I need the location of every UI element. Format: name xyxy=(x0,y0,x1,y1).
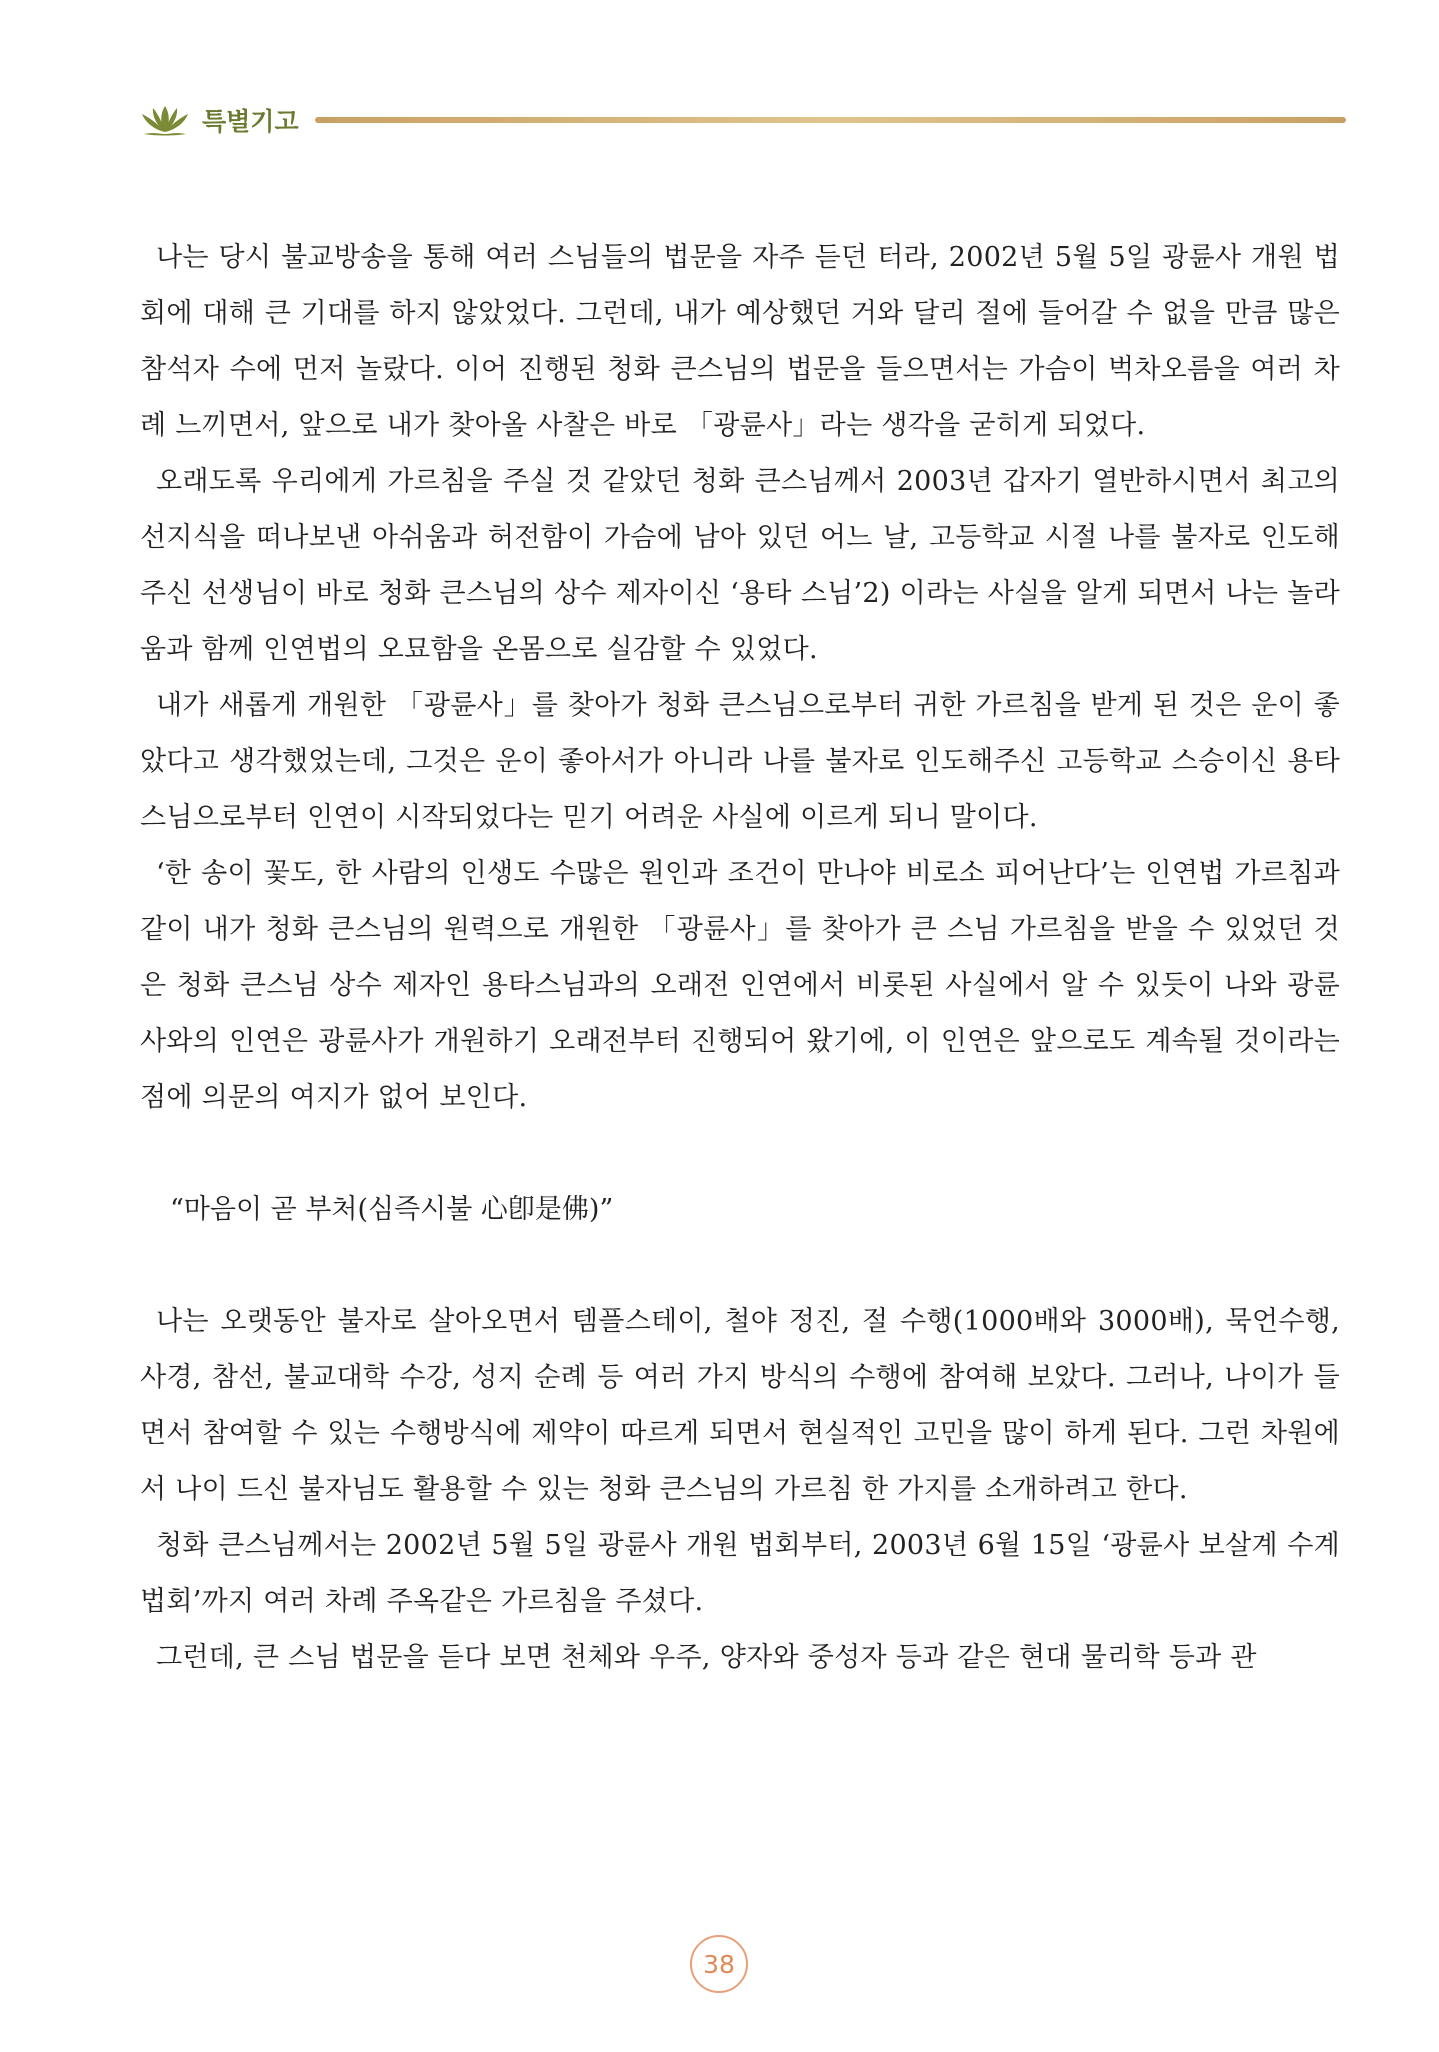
page-number: 38 xyxy=(690,1935,748,1993)
article-body xyxy=(140,230,1340,1686)
lotus-icon xyxy=(136,102,194,138)
paragraph: 오래도록 우리에게 가르침을 주실 것 같았던 청화 큰스님께서 2003년 갑자기 열반하시면서 최고의 선지식을 떠나보낸 아쉬움과 허전함이 가슴에 남아 있던 어느 날, 고등학교 시절 나를 불자로 인도해주신 선생님이 바로 청화 큰스님의 상수 제자이신 ‘용타 스님’2) 이라는 사실을 알게 되면서 나는 놀라움과 함께 인연법의 오묘함을 온몸으로 실감할 수 있었다. xyxy=(140,466,1340,665)
paragraph: 내가 새롭게 개원한 「광륜사」를 찾아가 청화 큰스님으로부터 귀한 가르침을 받게 된 것은 운이 좋았다고 생각했었는데, 그것은 운이 좋아서가 아니라 나를 불자로 인도해주신 고등학교 스승이신 용타 스님으로부터 인연이 시작되었다는 믿기 어려운 사실에 이르게 되니 말이다. xyxy=(140,690,1340,833)
section-title: 특별기고 xyxy=(202,107,299,136)
paragraph: 나는 오랫동안 불자로 살아오면서 템플스테이, 철야 정진, 절 수행(1000배와 3000배), 묵언수행, 사경, 참선, 불교대학 수강, 성지 순례 등 여러 가지 방식의 수행에 참여해 보았다. 그러나, 나이가 들면서 참여할 수 있는 수행방식에 제약이 따르게 되면서 현실적인 고민을 많이 하게 된다. 그런 차원에서 나이 드신 불자님도 활용할 수 있는 청화 큰스님의 가르침 한 가지를 소개하려고 한다. xyxy=(140,1306,1340,1505)
section-quote: “마음이 곧 부처(심즉시불 心卽是佛)” xyxy=(170,1194,614,1225)
page-header xyxy=(136,100,1346,140)
paragraph: 청화 큰스님께서는 2002년 5월 5일 광륜사 개원 법회부터, 2003년 6월 15일 ‘광륜사 보살계 수계법회’까지 여러 차례 주옥같은 가르침을 주셨다. xyxy=(140,1530,1340,1617)
header-divider xyxy=(315,117,1346,123)
paragraph: ‘한 송이 꽃도, 한 사람의 인생도 수많은 원인과 조건이 만나야 비로소 피어난다’는 인연법 가르침과 같이 내가 청화 큰스님의 원력으로 개원한 「광륜사」를 찾아가 큰 스님 가르침을 받을 수 있었던 것은 청화 큰스님 상수 제자인 용타스님과의 오래전 인연에서 비롯된 사실에서 알 수 있듯이 나와 광륜사와의 인연은 광륜사가 개원하기 오래전부터 진행되어 왔기에, 이 인연은 앞으로도 계속될 것이라는 점에 의문의 여지가 없어 보인다. xyxy=(140,858,1340,1113)
paragraph: 그런데, 큰 스님 법문을 듣다 보면 천체와 우주, 양자와 중성자 등과 같은 현대 물리학 등과 관 xyxy=(156,1642,1257,1673)
paragraph: 나는 당시 불교방송을 통해 여러 스님들의 법문을 자주 듣던 터라, 2002년 5월 5일 광륜사 개원 법회에 대해 큰 기대를 하지 않았었다. 그런데, 내가 예상했던 거와 달리 절에 들어갈 수 없을 만큼 많은 참석자 수에 먼저 놀랐다. 이어 진행된 청화 큰스님의 법문을 들으면서는 가슴이 벅차오름을 여러 차례 느끼면서, 앞으로 내가 찾아올 사찰은 바로 「광륜사」라는 생각을 굳히게 되었다. xyxy=(140,242,1340,441)
